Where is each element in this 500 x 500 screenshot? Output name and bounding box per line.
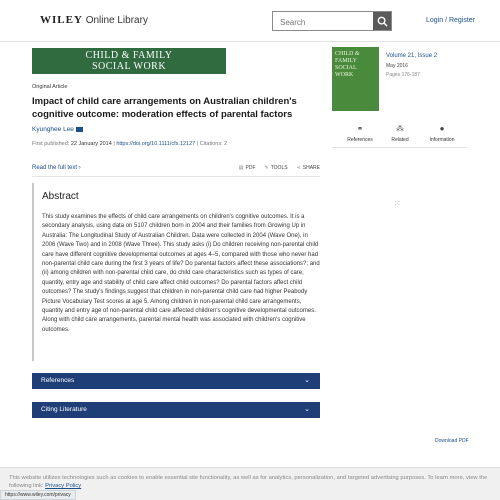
- wiley-logo[interactable]: [40, 14, 148, 26]
- share-label: SHARE: [302, 165, 320, 171]
- author-name: Kyunghee Lee: [32, 126, 74, 133]
- pdf-label: PDF: [245, 165, 256, 171]
- meta-separator: |: [113, 141, 117, 147]
- wrench-icon: ✎: [264, 165, 269, 171]
- tab-information-label: Information: [429, 137, 455, 143]
- cookie-text: This website utilizes technologies such as cookies to enable essential site functionality, as well as for analytics, personalization, and targeted advertising purposes. To learn more, view the following link:: [9, 475, 488, 489]
- email-icon[interactable]: [76, 127, 83, 132]
- tab-information[interactable]: [422, 124, 462, 143]
- references-label: References: [41, 377, 75, 384]
- info-icon: ●: [439, 124, 445, 133]
- tools-button[interactable]: [265, 165, 288, 171]
- download-pdf-link[interactable]: Download PDF: [435, 438, 469, 444]
- site-header: [0, 0, 500, 42]
- abstract-body: This study examines the effects of child care arrangements on children's cognitive outcomes. It is a secondary analysis, using data on 5107 children born in 2004 and their families from Growing Up in Australia: The Longitudinal Study of Australian Children. Data were collected in 2004 (Wave One), in 2006 (Wave Two) and in 2008 (Wave Three). This study asks (i) Do children receiving non-parental child care have different cognitive developmental outcomes at ages 4–5, compared with those who never had non-parental child care during the first 3 years of life? Do parental factors affect these associations?; and (ii) among children with non-parental child care, do child care characteristics such as types of care, quantity, entry age and stability of child care affect child outcomes? Do parental factors affect child outcomes? The study's findings suggest that children in non-parental child care had higher Peabody Picture Vocabulary Test scores at age 5. Among children in non-parental child care arrangements, quantity and entry age of non-parental child care affected children's cognitive developmental outcomes. Along with child care arrangements, parental mental health was associated with children's cognitive outcomes.: [42, 214, 320, 333]
- volume-issue-link[interactable]: Volume 21, Issue 2: [386, 53, 438, 59]
- article-meta: [32, 141, 227, 147]
- cover-title: CHILD & FAMILY SOCIAL WORK: [335, 51, 360, 78]
- chevron-right-icon: ›: [78, 165, 81, 171]
- issue-date: May 2016: [386, 63, 408, 69]
- meta-separator: |: [196, 141, 200, 147]
- journal-banner-line2: SOCIAL WORK: [91, 61, 167, 72]
- share-button[interactable]: [297, 165, 320, 171]
- chevron-down-icon: ⌄: [304, 406, 310, 413]
- cookie-text-wrapper: [9, 474, 491, 490]
- article-title: Impact of child care arrangements on Australian children's cognitive outcome: moderation effects of parental factors: [32, 96, 297, 120]
- loading-spinner-icon: ⁙: [394, 199, 401, 208]
- search-icon: [377, 16, 388, 27]
- tab-references[interactable]: [340, 124, 380, 143]
- doi-link[interactable]: https://doi.org/10.1111/cfs.12127: [116, 141, 196, 147]
- pdf-icon: ▤: [238, 165, 244, 171]
- journal-banner[interactable]: [32, 48, 226, 74]
- read-full-text-label: Read the full text: [32, 165, 78, 171]
- article-actions-row: [32, 163, 320, 177]
- logo-brand: WILEY: [40, 14, 83, 26]
- citing-literature-label: Citing Literature: [41, 406, 87, 413]
- tab-related-label: Related: [391, 137, 409, 143]
- chevron-down-icon: ⌄: [304, 377, 310, 384]
- share-icon: ⋖: [296, 165, 301, 171]
- citations-count[interactable]: Citations: 2: [199, 141, 228, 147]
- journal-cover-image[interactable]: [332, 47, 379, 111]
- article-tools: [239, 165, 320, 171]
- citing-literature-accordion[interactable]: [32, 402, 320, 418]
- first-published-date: 22 January 2014: [70, 141, 112, 147]
- privacy-policy-link[interactable]: Privacy Policy: [45, 483, 82, 489]
- abstract-heading: Abstract: [42, 191, 79, 202]
- pdf-button[interactable]: [239, 165, 256, 171]
- sidebar-tabs: [332, 121, 467, 148]
- first-published-label: First published:: [32, 141, 70, 147]
- article-type: Original Article: [32, 84, 68, 90]
- search-input[interactable]: [273, 14, 373, 32]
- abstract-section: [32, 183, 320, 361]
- references-accordion[interactable]: [32, 373, 320, 389]
- author-link[interactable]: [32, 126, 83, 133]
- logo-product: Online Library: [85, 15, 148, 26]
- browser-status-url: https://www.wiley.com/privacy: [0, 490, 76, 500]
- issue-pages: Pages 176-187: [386, 72, 420, 78]
- network-icon: ⁂: [396, 124, 404, 133]
- search-button[interactable]: [373, 12, 391, 30]
- journal-banner-line1: CHILD & FAMILY: [85, 50, 173, 61]
- link-icon: ⚭: [356, 124, 364, 133]
- search-box: [272, 11, 392, 31]
- tools-label: TOOLS: [270, 165, 288, 171]
- tab-references-label: References: [347, 137, 373, 143]
- login-register-link[interactable]: Login / Register: [426, 17, 476, 24]
- read-full-text-link[interactable]: [32, 165, 81, 171]
- tab-related[interactable]: [380, 124, 420, 143]
